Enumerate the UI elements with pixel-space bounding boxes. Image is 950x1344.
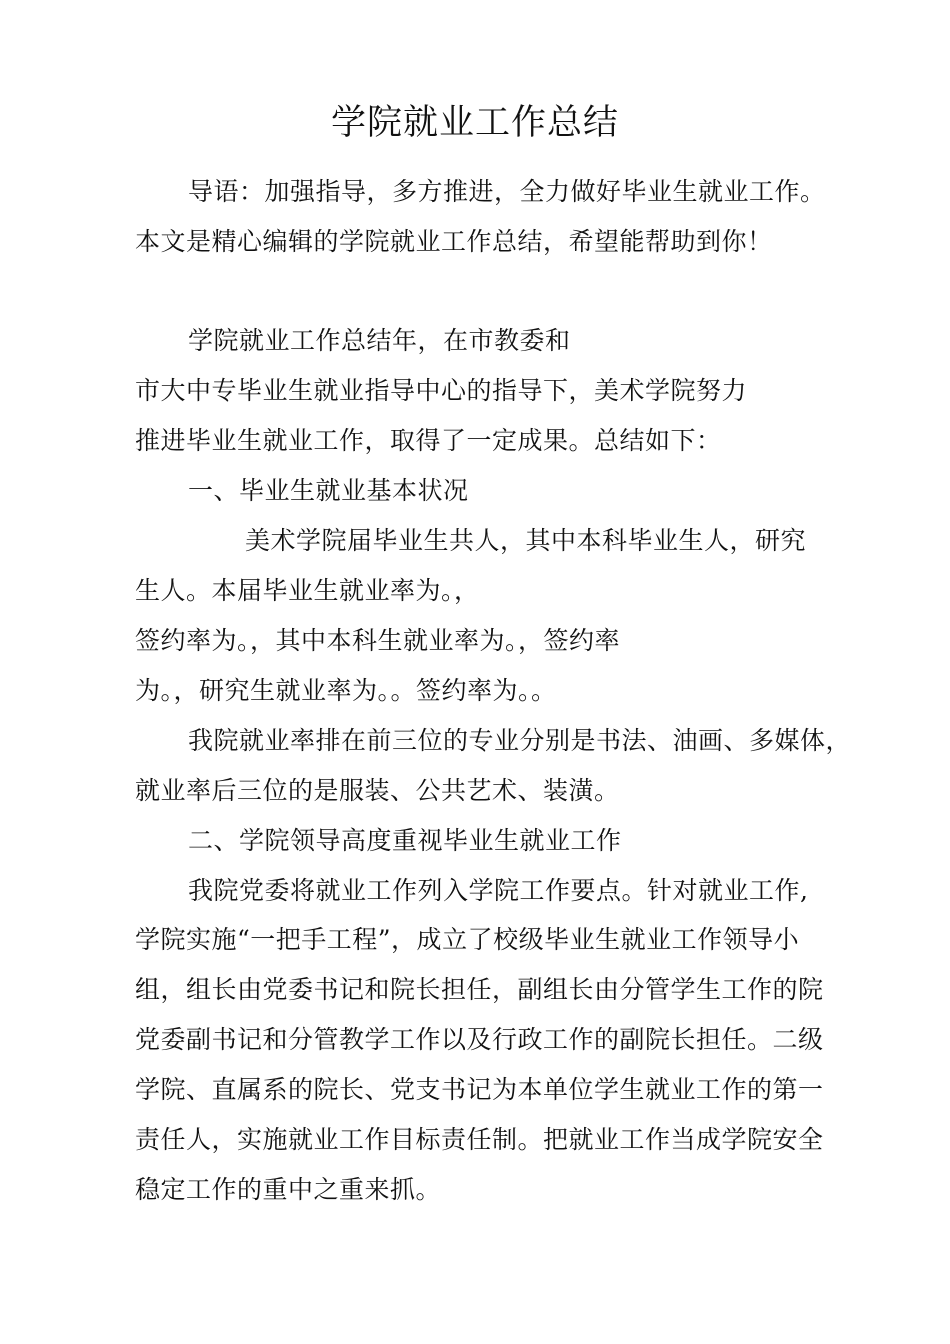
paragraph-line: 学院实施“一把手工程”，成立了校级毕业生就业工作领导小 bbox=[135, 925, 800, 954]
paragraph-line: 我院就业率排在前三位的专业分别是书法、油画、多媒体， bbox=[188, 726, 852, 755]
section-heading-1: 一、毕业生就业基本状况 bbox=[188, 476, 469, 505]
paragraph-line: 就业率后三位的是服装、公共艺术、装潢。 bbox=[135, 776, 620, 805]
paragraph-line: 为。，研究生就业率为。。签约率为。。 bbox=[135, 676, 557, 705]
paragraph-line: 市大中专毕业生就业指导中心的指导下，美术学院努力 bbox=[135, 376, 748, 405]
paragraph-line: 推进毕业生就业工作，取得了一定成果。总结如下： bbox=[135, 426, 722, 455]
intro-line-1: 导语：加强指导，多方推进，全力做好毕业生就业工作。 bbox=[188, 177, 826, 206]
paragraph-line: 我院党委将就业工作列入学院工作要点。针对就业工作, bbox=[188, 876, 809, 905]
intro-line-2: 本文是精心编辑的学院就业工作总结，希望能帮助到你！ bbox=[135, 227, 773, 256]
paragraph-line: 生人。本届毕业生就业率为。， bbox=[135, 576, 480, 605]
paragraph-line: 责任人，实施就业工作目标责任制。把就业工作当成学院安全 bbox=[135, 1125, 824, 1154]
paragraph-line: 美术学院届毕业生共人，其中本科毕业生人，研究 bbox=[245, 526, 807, 555]
paragraph-line: 组，组长由党委书记和院长担任，副组长由分管学生工作的院 bbox=[135, 975, 824, 1004]
page-title: 学院就业工作总结 bbox=[330, 103, 619, 143]
paragraph-line: 党委副书记和分管教学工作以及行政工作的副院长担任。二级 bbox=[135, 1025, 824, 1054]
section-heading-2: 二、学院领导高度重视毕业生就业工作 bbox=[188, 826, 622, 855]
paragraph-line: 学院、直属系的院长、党支书记为本单位学生就业工作的第一 bbox=[135, 1075, 824, 1104]
paragraph-line: 签约率为。，其中本科生就业率为。，签约率 bbox=[135, 626, 621, 655]
paragraph-line: 稳定工作的重中之重来抓。 bbox=[135, 1175, 442, 1204]
paragraph-line: 学院就业工作总结年，在市教委和 bbox=[188, 326, 571, 355]
